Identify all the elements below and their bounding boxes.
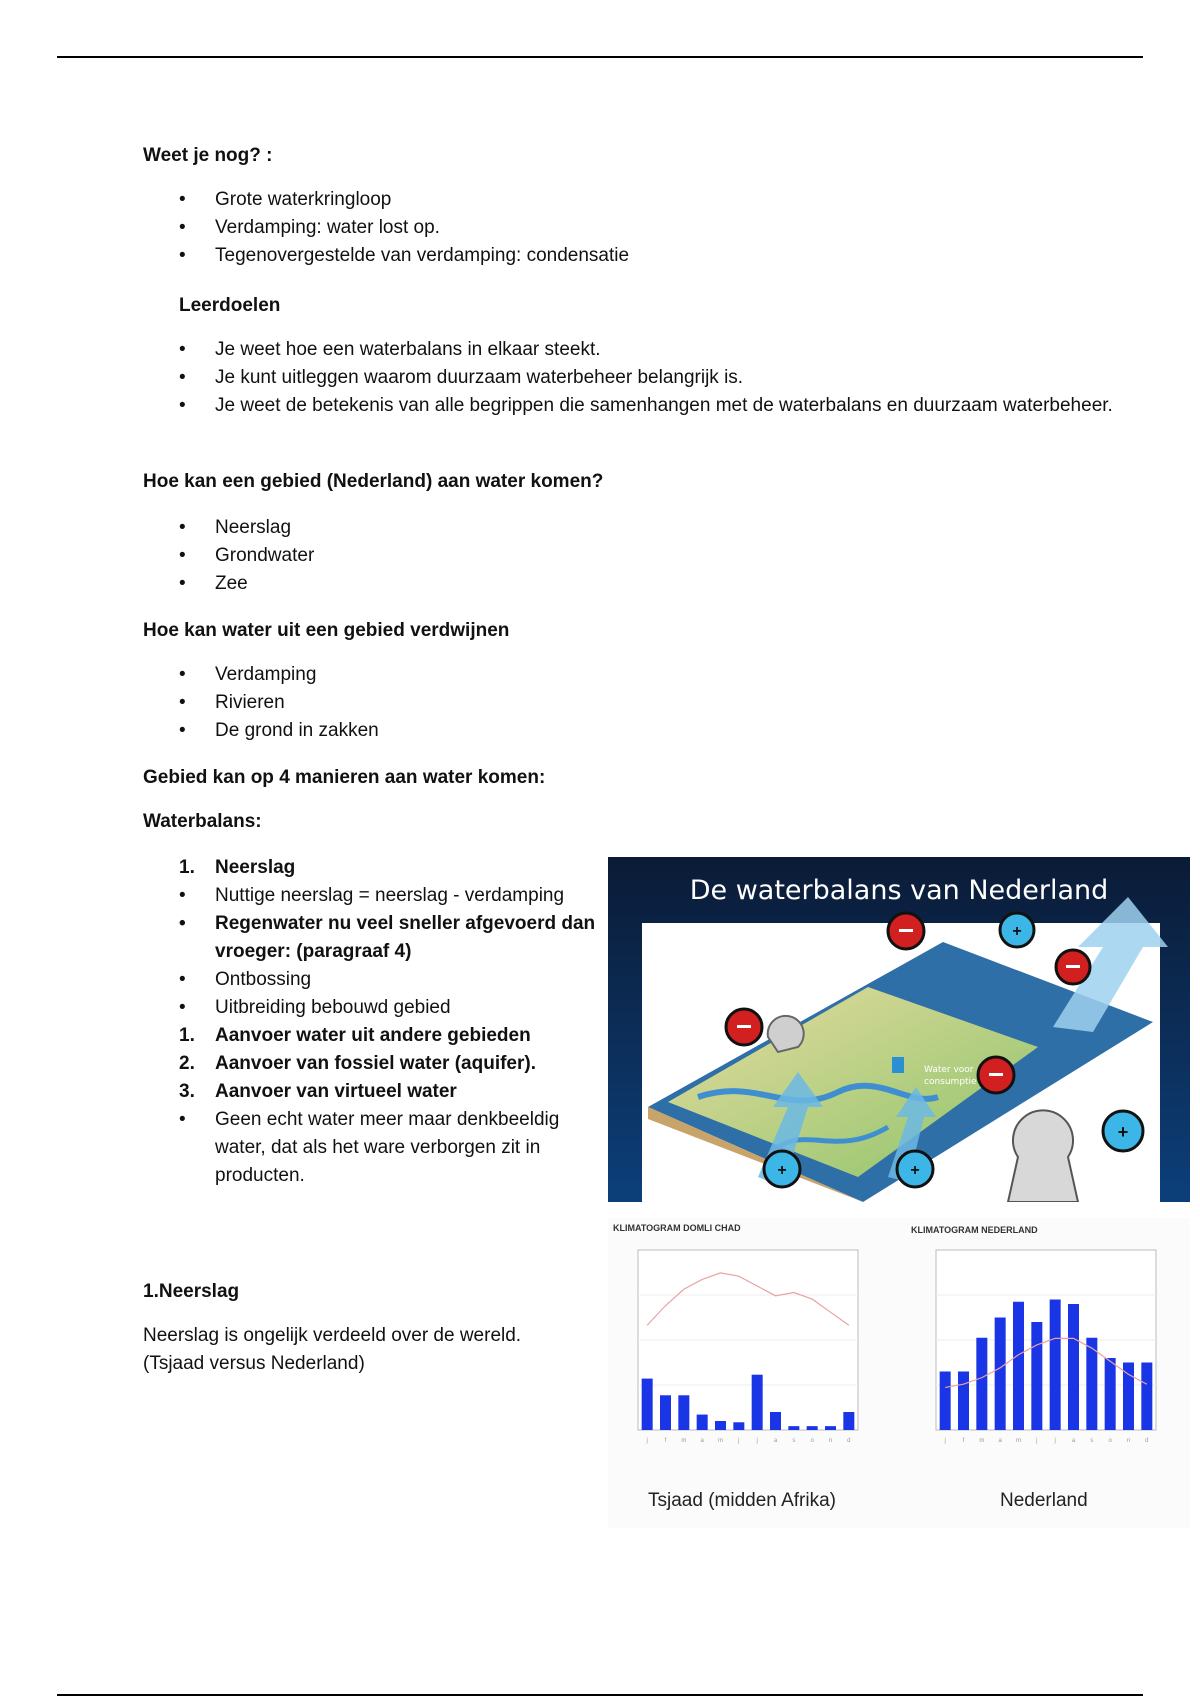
list-item: • Tegenovergestelde van verdamping: condensatie [179, 242, 629, 270]
bar-a-3 [697, 1415, 708, 1430]
chart-nederland [906, 1240, 1188, 1460]
list-item: • Je kunt uitleggen waarom duurzaam waterbeheer belangrijk is. [179, 364, 1079, 392]
neerslag-text-2: (Tsjaad versus Nederland) [143, 1353, 365, 1374]
tick-label: s [1090, 1438, 1094, 1444]
minus-icon [726, 1009, 762, 1045]
bar-o-9 [807, 1426, 818, 1430]
manieren-heading: Gebied kan op 4 manieren aan water komen: [143, 767, 546, 788]
plus-icon [1000, 913, 1034, 947]
list-item: • Verdamping: water lost op. [179, 214, 629, 242]
tick-label: m [1016, 1438, 1021, 1444]
list-item: • Grote waterkringloop [179, 186, 629, 214]
tick-label: f [664, 1438, 667, 1444]
bar-a-7 [770, 1412, 781, 1430]
tick-label: d [1145, 1438, 1149, 1444]
list-item: 3. Aanvoer van virtueel water [179, 1078, 595, 1106]
intro-list [179, 186, 629, 270]
afvoer-heading: Hoe kan water uit een gebied verdwijnen [143, 620, 510, 641]
chart-caption-nederland: Nederland [1000, 1490, 1088, 1511]
bar-j-6 [752, 1375, 763, 1430]
tick-label: n [1126, 1438, 1131, 1444]
tick-label: o [810, 1438, 814, 1444]
bar-j-5 [733, 1422, 744, 1430]
list-item: • Regenwater nu veel sneller afgevoerd dan [179, 910, 595, 938]
bar-s-8 [788, 1426, 799, 1430]
tick-label: j [1036, 1438, 1038, 1444]
afvoer-list [179, 661, 379, 745]
bar-d-11 [1141, 1363, 1152, 1431]
tick-label: j [756, 1438, 758, 1444]
chart-chad [608, 1240, 890, 1460]
tick-label: m [718, 1438, 723, 1444]
list-item: • Uitbreiding bebouwd gebied [179, 994, 595, 1022]
tick-label: j [944, 1438, 946, 1444]
bar-a-3 [995, 1318, 1006, 1431]
bar-n-10 [1123, 1363, 1134, 1431]
tick-label: n [828, 1438, 833, 1444]
list-item: 1. Aanvoer water uit andere gebieden [179, 1022, 595, 1050]
tick-label: a [1071, 1438, 1076, 1444]
tick-label: f [962, 1438, 965, 1444]
waterbalans-title: De waterbalans van Nederland [689, 875, 1109, 906]
bar-d-11 [843, 1412, 854, 1430]
bar-n-10 [825, 1426, 836, 1430]
bar-j-6 [1050, 1300, 1061, 1431]
bar-j-5 [1031, 1322, 1042, 1430]
tick-label: a [773, 1438, 778, 1444]
tick-label: d [847, 1438, 851, 1444]
list-item: 1. Neerslag [179, 854, 595, 882]
minus-icon [1056, 950, 1090, 984]
plus-icon [764, 1151, 800, 1187]
list-item: • Geen echt water meer maar denkbeeldig [179, 1106, 595, 1134]
list-item: • Grondwater [179, 542, 314, 570]
climate-charts [608, 1218, 1190, 1528]
list-item: vroeger: (paragraaf 4) [215, 941, 412, 962]
tick-label: a [998, 1438, 1002, 1444]
list-item: • Je weet hoe een waterbalans in elkaar steekt. [179, 336, 1079, 364]
label-consumptie: consumptie [924, 1077, 977, 1087]
header-rule [57, 56, 1143, 58]
bar-m-2 [976, 1338, 987, 1430]
minus-icon [888, 913, 924, 949]
tick-label: m [979, 1438, 985, 1444]
bar-j-0 [940, 1372, 951, 1431]
neerslag-heading: 1.Neerslag [143, 1281, 240, 1302]
tick-label: j [738, 1438, 740, 1444]
list-item: • Je weet de betekenis van alle begrippen die samenhangen met de waterbalans en duurzaam waterbeheer. [179, 392, 1059, 420]
label-water-voor: Water voor [924, 1065, 974, 1075]
footer-rule [57, 1694, 1143, 1696]
tick-label: o [1108, 1438, 1112, 1444]
minus-icon [978, 1057, 1014, 1093]
aanvoer-heading: Hoe kan een gebied (Nederland) aan water komen? [143, 471, 604, 492]
svg-text:+: + [910, 1162, 920, 1179]
tick-label: m [681, 1438, 687, 1444]
list-item: • De grond in zakken [179, 717, 379, 745]
chart-title-nederland: KLIMATOGRAM NEDERLAND [911, 1225, 1038, 1235]
waterbalans-list [179, 854, 595, 1190]
waterbalans-heading: Waterbalans: [143, 811, 262, 832]
svg-text:+: + [777, 1162, 787, 1179]
bar-j-0 [642, 1379, 653, 1430]
chart-caption-chad: Tsjaad (midden Afrika) [648, 1490, 836, 1511]
waterbalans-illustration [608, 857, 1190, 1202]
leerdoelen-heading: Leerdoelen [179, 295, 281, 316]
leerdoelen-list [179, 336, 1113, 420]
tick-label: j [646, 1438, 648, 1444]
list-item: water, dat als het ware verborgen zit in [215, 1137, 541, 1158]
intro-heading: Weet je nog? : [143, 145, 273, 166]
list-item: producten. [215, 1165, 305, 1186]
svg-text:+: + [1117, 1122, 1129, 1142]
tick-label: j [1054, 1438, 1056, 1444]
bar-f-1 [958, 1372, 969, 1431]
list-item: • Neerslag [179, 514, 314, 542]
list-item: 2. Aanvoer van fossiel water (aquifer). [179, 1050, 595, 1078]
tick-label: s [792, 1438, 796, 1444]
bar-a-7 [1068, 1304, 1079, 1430]
list-item: • Verdamping [179, 661, 379, 689]
neerslag-text-1: Neerslag is ongelijk verdeeld over de wereld. [143, 1325, 522, 1346]
list-item: • Nuttige neerslag = neerslag - verdamping [179, 882, 595, 910]
bar-m-2 [678, 1395, 689, 1430]
list-item: • Zee [179, 570, 314, 598]
chart-title-chad: KLIMATOGRAM DOMLI CHAD [613, 1223, 741, 1233]
bar-f-1 [660, 1395, 671, 1430]
list-item: • Ontbossing [179, 966, 595, 994]
bar-m-4 [1013, 1302, 1024, 1430]
bar-m-4 [715, 1421, 726, 1430]
bar-o-9 [1105, 1358, 1116, 1430]
plus-icon [897, 1151, 933, 1187]
tick-label: a [700, 1438, 704, 1444]
aanvoer-list [179, 514, 314, 598]
plus-icon [1103, 1111, 1143, 1151]
svg-text:+: + [1012, 923, 1022, 940]
list-item: • Rivieren [179, 689, 379, 717]
